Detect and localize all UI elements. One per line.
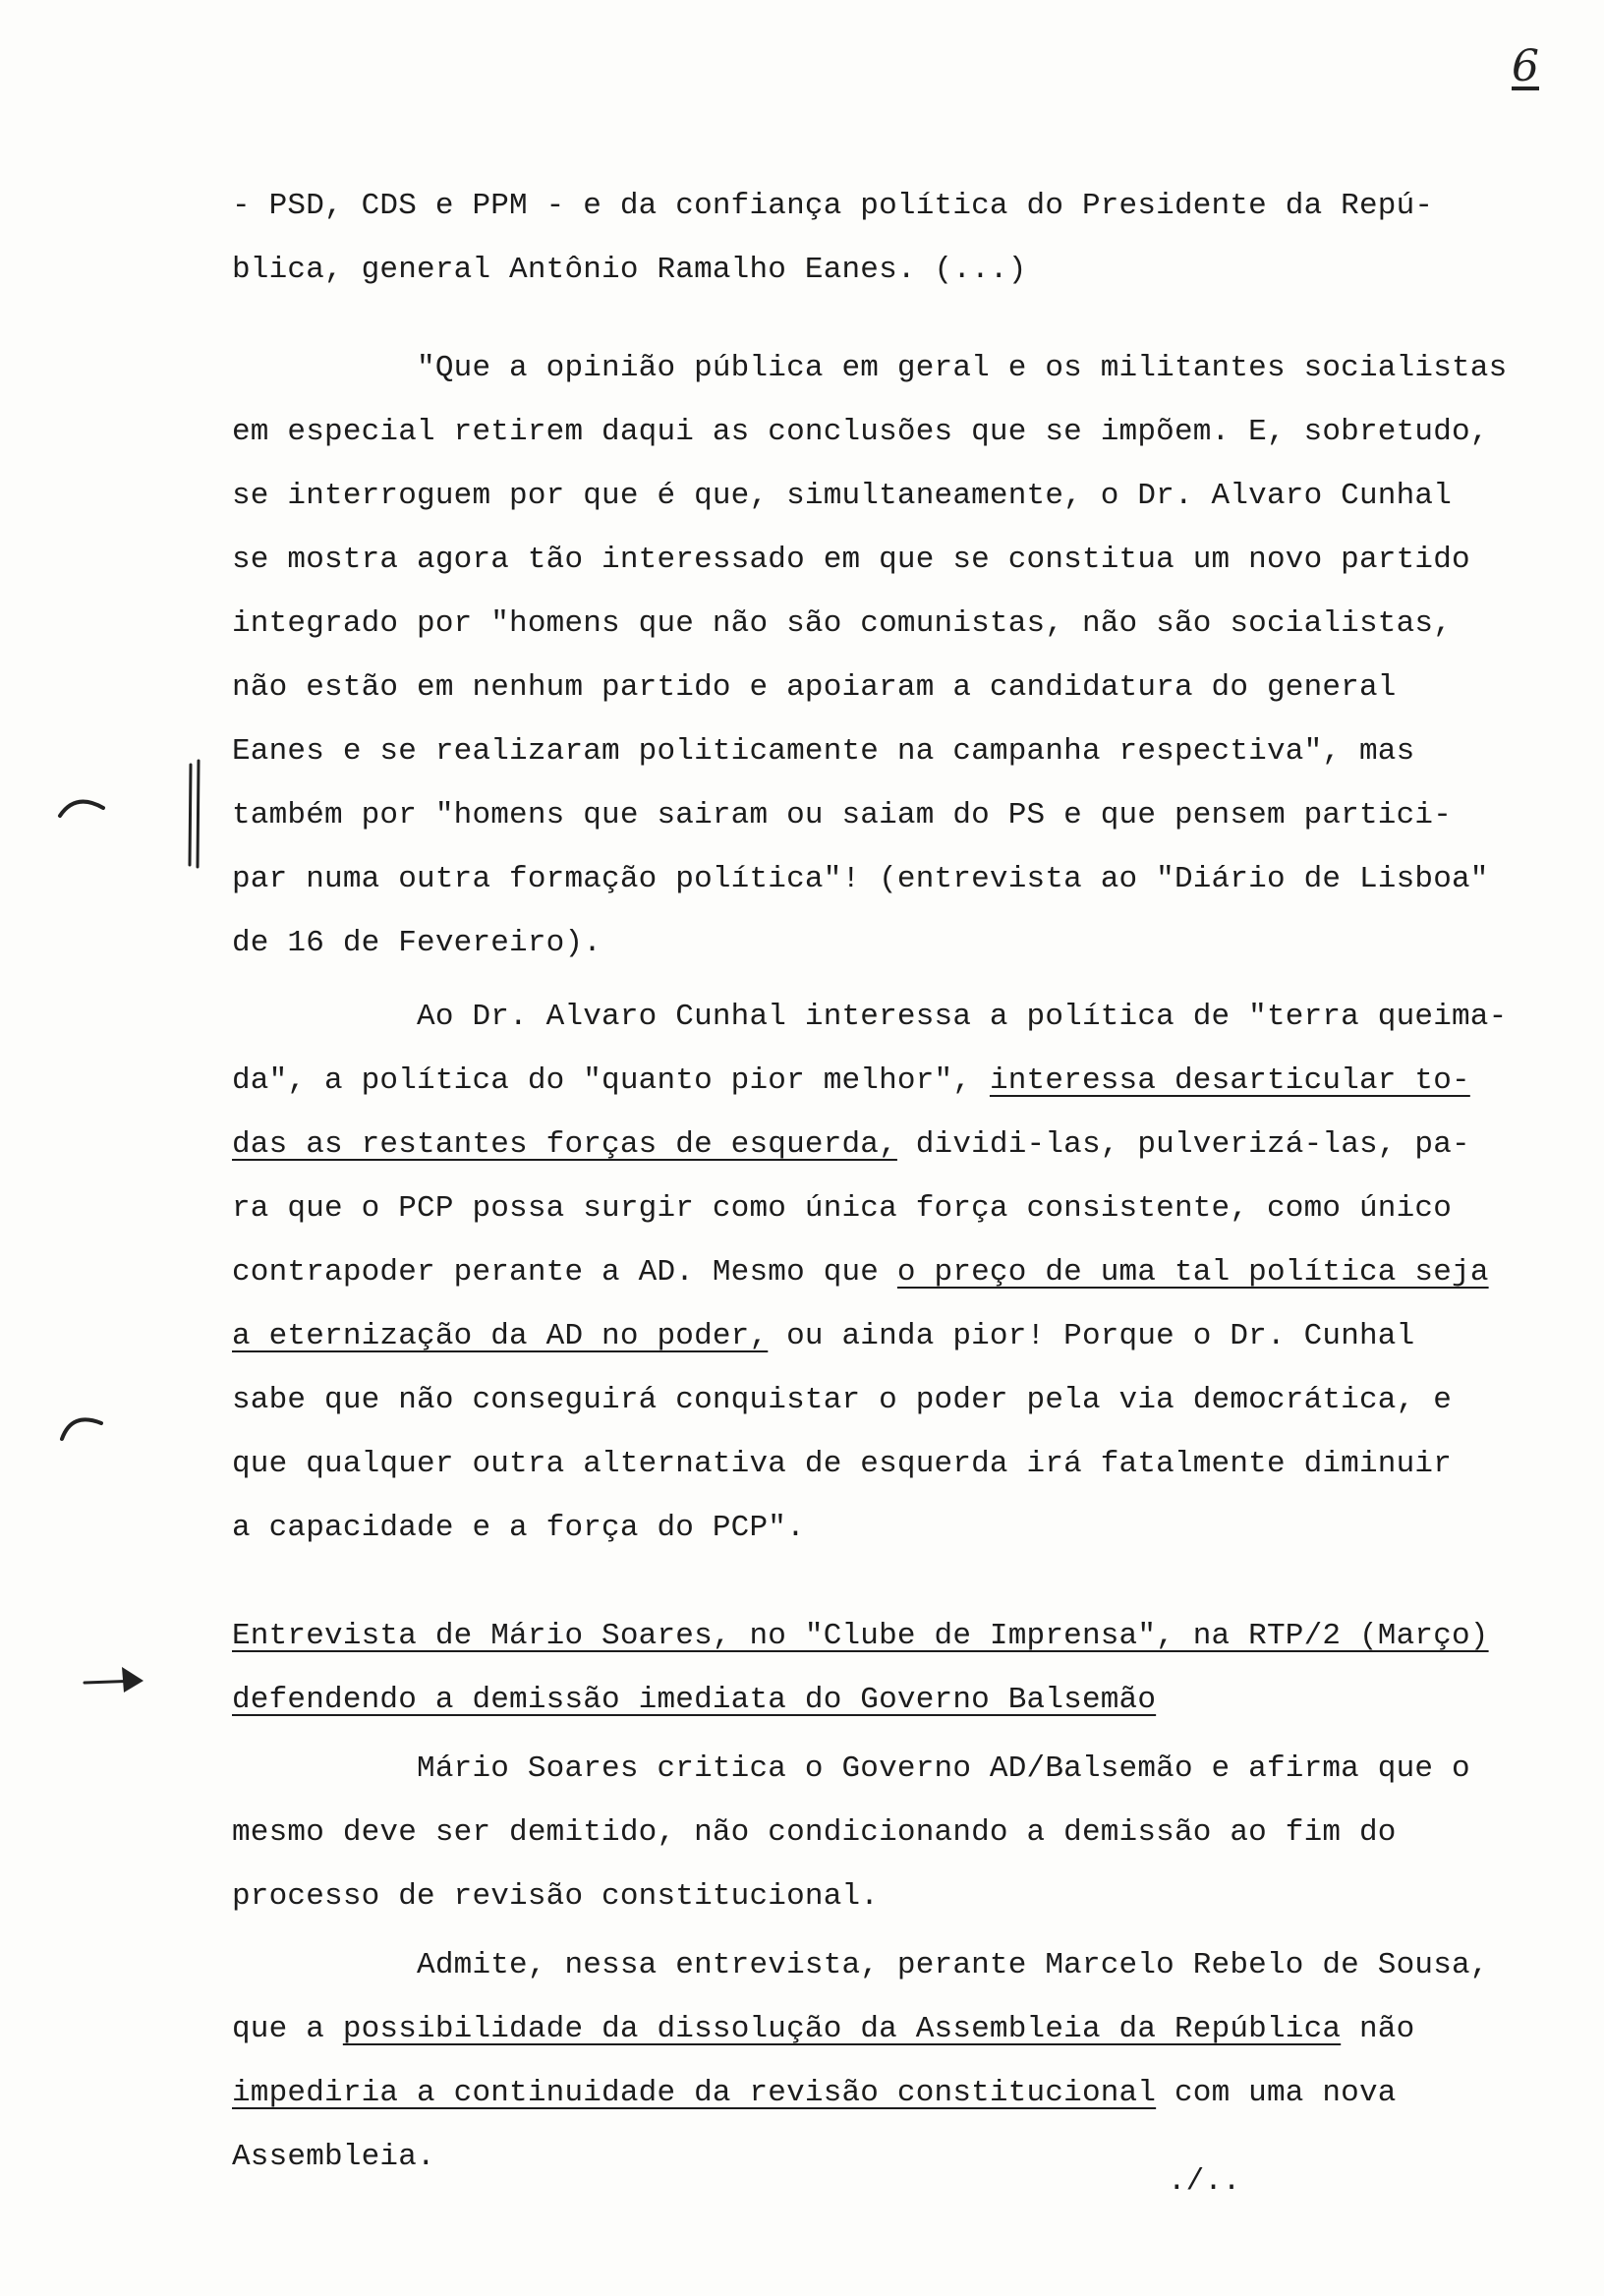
handwritten-underline-span: impediria a continuidade da revisão constitucional — [232, 2076, 1157, 2110]
text-line — [232, 1062, 1470, 1101]
text-line: se mostra agora tão interessado em que se constitua um novo partido — [232, 543, 1470, 577]
text-line: Mário Soares critica o Governo AD/Balsemão e afirma que o — [232, 1751, 1470, 1786]
margin-double-bar-icon — [177, 757, 216, 875]
text-line: se interroguem por que é que, simultaneamente, o Dr. Alvaro Cunhal — [232, 479, 1452, 513]
section-heading: defendendo a demissão imediata do Governo Balsemão — [232, 1683, 1157, 1717]
text-line — [232, 1317, 1414, 1356]
handwritten-underline-span: o preço de uma tal política seja — [896, 1255, 1489, 1290]
text-line: blica, general Antônio Ramalho Eanes. (...) — [232, 253, 1027, 287]
text-line: ra que o PCP possa surgir como única força consistente, como único — [232, 1191, 1452, 1226]
text-line: de 16 de Fevereiro). — [232, 926, 602, 960]
text-line: também por "homens que sairam ou saiam do PS e que pensem partici- — [232, 798, 1452, 832]
text-line — [232, 1253, 1489, 1292]
continuation-mark: ./.. — [1168, 2164, 1241, 2199]
text-span: com uma nova — [1156, 2076, 1397, 2110]
text-span: não — [1341, 2012, 1415, 2046]
text-span: contrapoder perante a AD. Mesmo que — [232, 1255, 897, 1290]
handwritten-underline-span: a eternização da AD no poder, — [232, 1319, 769, 1353]
margin-hook-mark-icon — [54, 1406, 113, 1445]
handwritten-underline-span: das as restantes forças de esquerda, — [232, 1127, 897, 1162]
text-line: Assembleia. — [232, 2140, 435, 2174]
text-line: mesmo deve ser demitido, não condicionando a demissão ao fim do — [232, 1815, 1397, 1850]
text-line: não estão em nenhum partido e apoiaram a candidatura do general — [232, 670, 1397, 705]
text-span: ou ainda pior! Porque o Dr. Cunhal — [768, 1319, 1415, 1353]
text-line: em especial retirem daqui as conclusões que se impõem. E, sobretudo, — [232, 415, 1489, 449]
text-span: que a — [232, 2012, 343, 2046]
text-line: "Que a opinião pública em geral e os militantes socialistas — [232, 351, 1508, 385]
page-number: 6 — [1512, 41, 1539, 91]
text-line: processo de revisão constitucional. — [232, 1879, 880, 1914]
text-line: sabe que não conseguirá conquistar o poder pela via democrática, e — [232, 1383, 1452, 1417]
handwritten-underline-span: possibilidade da dissolução da Assembleia da República — [342, 2012, 1342, 2046]
handwritten-underline-span: interessa desarticular to- — [989, 1063, 1470, 1098]
text-line — [232, 2074, 1397, 2113]
text-line: par numa outra formação política"! (entrevista ao "Diário de Lisboa" — [232, 862, 1489, 896]
margin-arrow-icon — [81, 1661, 159, 1700]
text-line — [232, 2010, 1414, 2049]
text-line: Eanes e se realizaram politicamente na campanha respectiva", mas — [232, 734, 1415, 769]
margin-hook-mark-icon — [54, 786, 113, 826]
text-line — [232, 1125, 1470, 1165]
text-line: a capacidade e a força do PCP". — [232, 1511, 805, 1545]
text-line: Ao Dr. Alvaro Cunhal interessa a política de "terra queima- — [232, 1000, 1508, 1034]
text-span: dividi-las, pulverizá-las, pa- — [896, 1127, 1470, 1162]
section-heading: Entrevista de Mário Soares, no "Clube de Imprensa", na RTP/2 (Março) — [232, 1619, 1489, 1653]
text-line: integrado por "homens que não são comunistas, não são socialistas, — [232, 606, 1452, 641]
text-span: da", a política do "quanto pior melhor", — [232, 1063, 990, 1098]
text-line: - PSD, CDS e PPM - e da confiança política do Presidente da Repú- — [232, 189, 1434, 223]
text-line: Admite, nessa entrevista, perante Marcelo Rebelo de Sousa, — [232, 1948, 1489, 1982]
text-line: que qualquer outra alternativa de esquerda irá fatalmente diminuir — [232, 1447, 1452, 1481]
